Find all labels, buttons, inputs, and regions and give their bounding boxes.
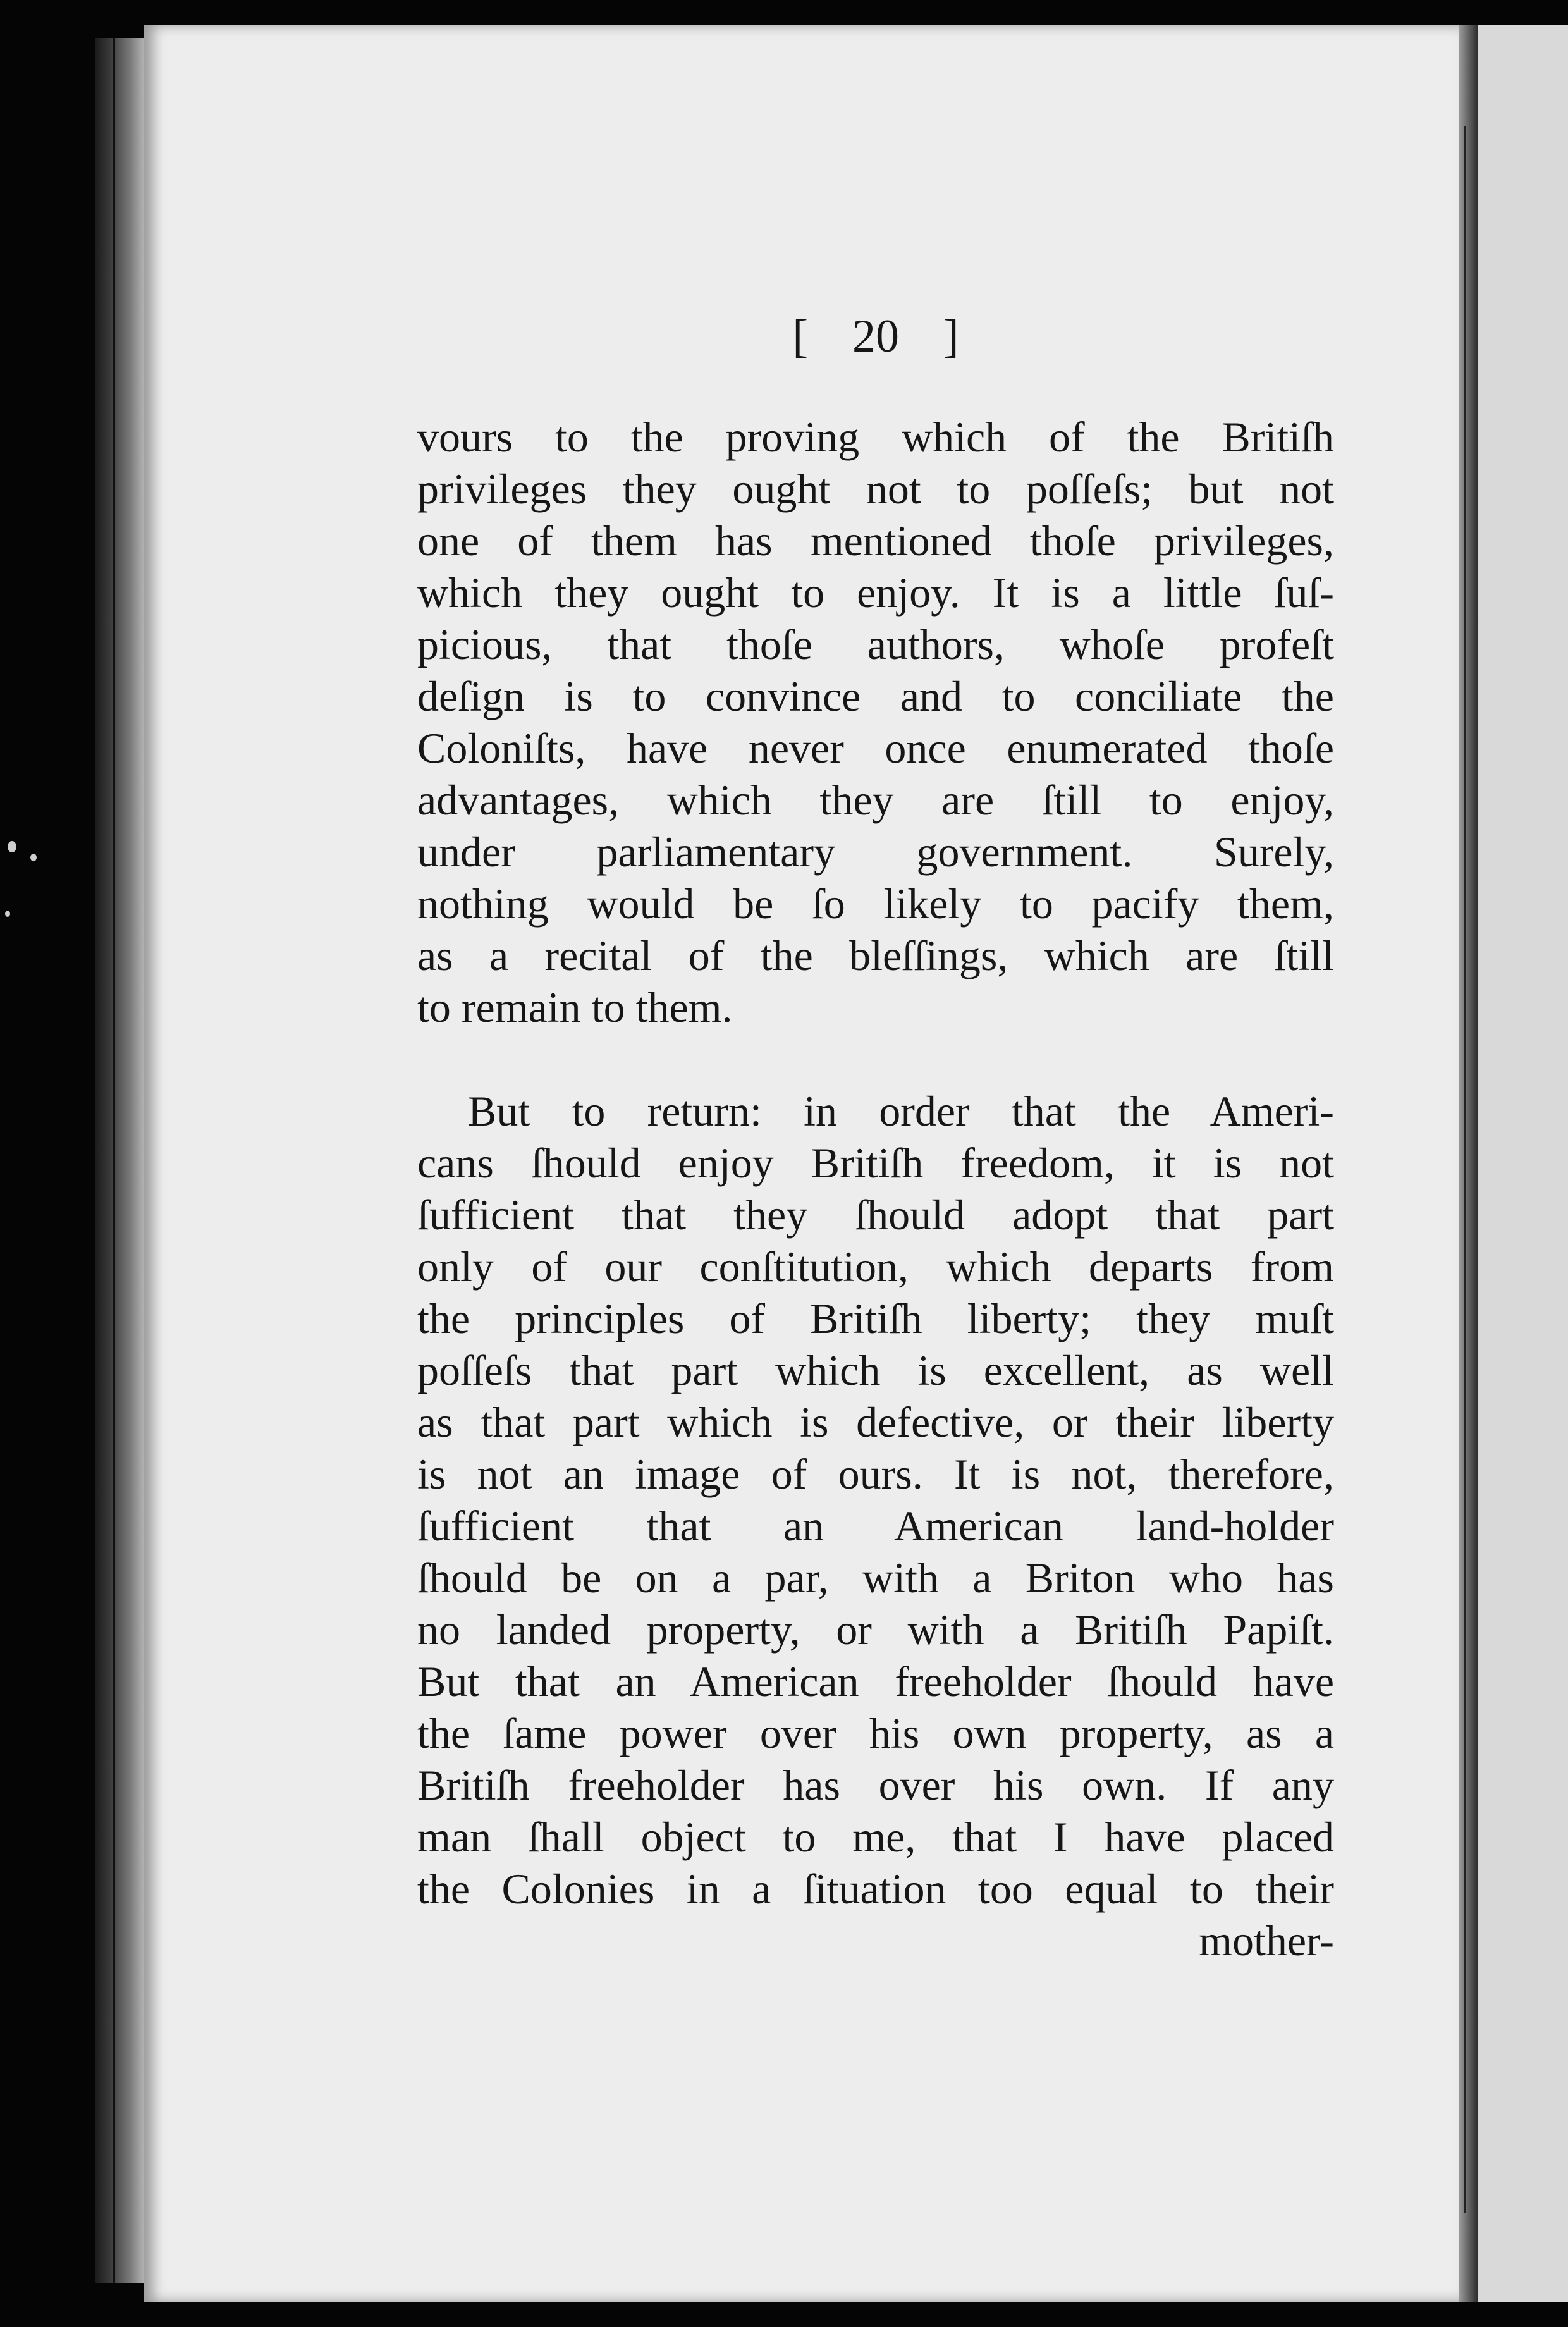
text-line: cans ſhould enjoy Britiſh freedom, it is not [417, 1139, 1334, 1187]
text-line: man ſhall object to me, that I have placed [417, 1813, 1334, 1861]
paragraph-gap [417, 1033, 1334, 1085]
facing-page-line [1464, 126, 1466, 2213]
text-line: one of them has mentioned thoſe privileges, [417, 517, 1334, 565]
text-line: only of our conſtitution, which departs from [417, 1243, 1334, 1291]
margin-speck [30, 854, 37, 861]
text-line: is not an image of ours. It is not, therefore, [417, 1450, 1334, 1498]
text-line: ſufficient that they ſhould adopt that part [417, 1191, 1334, 1239]
header-left-bracket: [ [792, 310, 808, 362]
header-right-bracket: ] [943, 310, 959, 362]
text-line: the principles of Britiſh liberty; they muſt [417, 1294, 1334, 1342]
margin-speck [8, 841, 16, 852]
text-lines [417, 411, 1334, 1967]
text-line: under parliamentary government. Surely, [417, 828, 1334, 876]
catchword: mother- [1199, 1917, 1334, 1965]
text-line: to remain to them. [417, 983, 733, 1031]
text-line: deſign is to convince and to conciliate the [417, 672, 1334, 720]
binding-edge-line [113, 38, 115, 2283]
text-line: the Colonies in a ſituation too equal to their [417, 1865, 1334, 1913]
text-line: no landed property, or with a Britiſh Papiſt. [417, 1606, 1334, 1654]
facing-page [1478, 25, 1568, 2302]
text-line: But to return: in order that the Ameri- [468, 1087, 1334, 1135]
page-header [417, 310, 1334, 364]
text-line: picious, that thoſe authors, whoſe profeſt [417, 620, 1334, 668]
text-line: which they ought to enjoy. It is a little ſuſ- [417, 568, 1334, 617]
text-line: as a recital of the bleſſings, which are ſtill [417, 931, 1334, 979]
text-line: But that an American freeholder ſhould have [417, 1657, 1334, 1705]
text-line: nothing would be ſo likely to pacify them, [417, 880, 1334, 928]
text-line: ſhould be on a par, with a Briton who has [417, 1554, 1334, 1602]
text-line: Coloniſts, have never once enumerated thoſe [417, 724, 1334, 772]
margin-speck [5, 911, 10, 917]
text-line: the ſame power over his own property, as a [417, 1709, 1334, 1757]
text-line: ſufficient that an American land-holder [417, 1502, 1334, 1550]
text-line: poſſeſs that part which is excellent, as well [417, 1346, 1334, 1394]
text-line: as that part which is defective, or their liberty [417, 1398, 1334, 1446]
facing-page-edge [1459, 25, 1478, 2302]
book-binding [95, 38, 145, 2283]
text-line: privileges they ought not to poſſeſs; but not [417, 465, 1334, 513]
text-line: advantages, which they are ſtill to enjoy, [417, 776, 1334, 824]
text-line: Britiſh freeholder has over his own. If any [417, 1761, 1334, 1809]
page-number: 20 [852, 310, 899, 362]
text-line: vours to the proving which of the Britiſh [417, 413, 1334, 461]
